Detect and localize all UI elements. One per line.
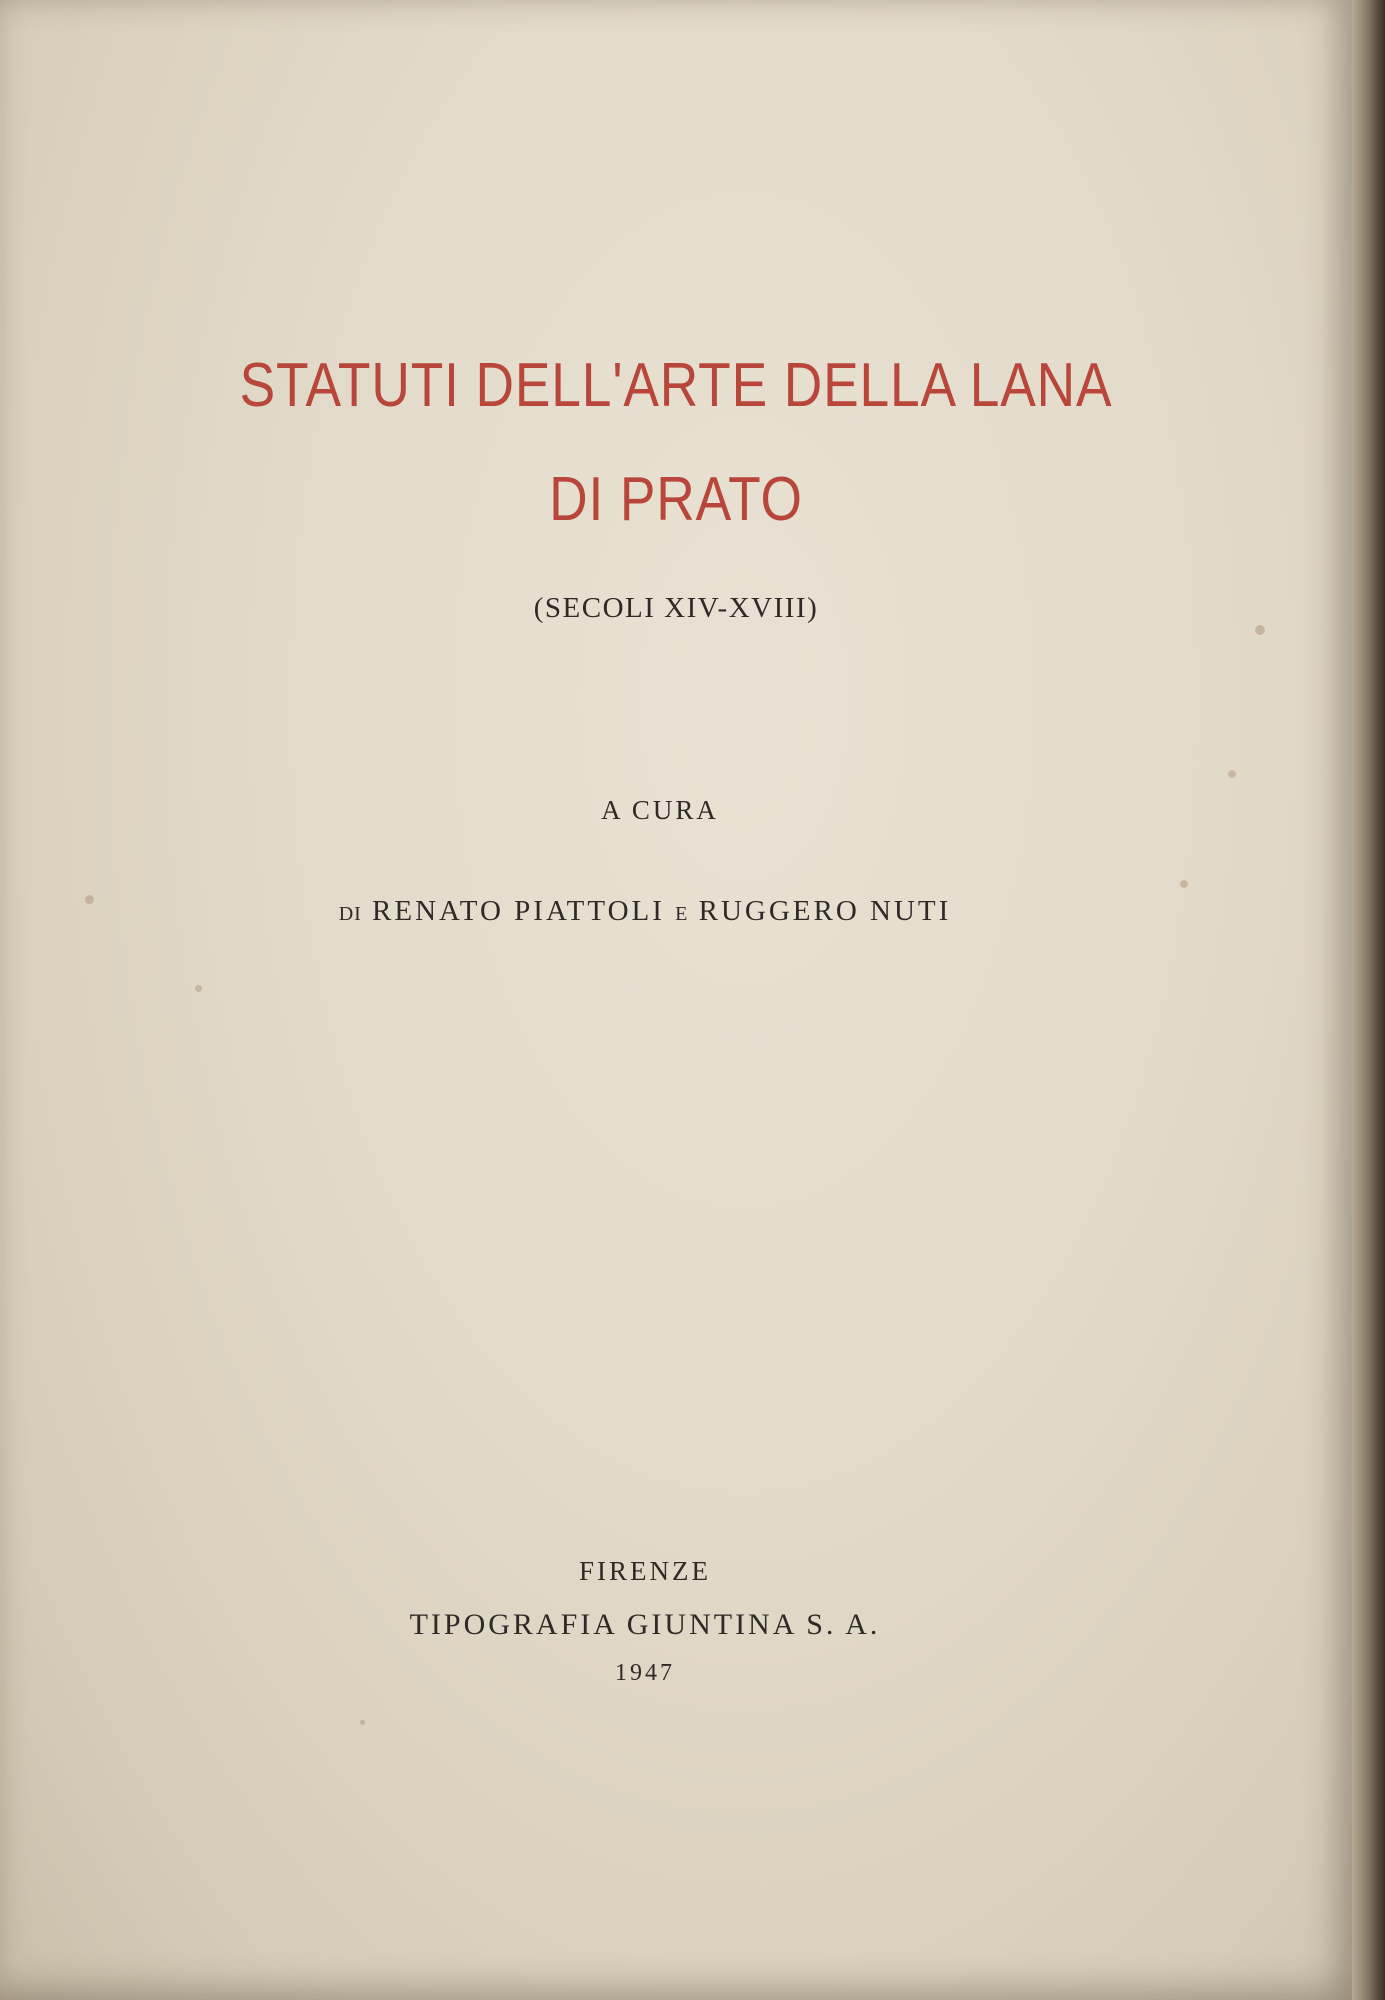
title-line-1: STATUTI DELL'ARTE DELLA LANA xyxy=(239,351,1113,420)
foxing-spot xyxy=(1228,770,1236,778)
subtitle: (SECOLI XIV-XVIII) xyxy=(533,592,819,624)
foxing-spot xyxy=(1255,625,1265,635)
author-1: RENATO PIATTOLI xyxy=(372,895,665,927)
publisher: TIPOGRAFIA GIUNTINA S. A. xyxy=(409,1608,881,1641)
publication-city: FIRENZE xyxy=(579,1556,711,1586)
authors-prefix: DI xyxy=(338,903,362,925)
title-line-2: DI PRATO xyxy=(549,465,803,534)
foxing-spot xyxy=(195,985,202,992)
foxing-spot xyxy=(360,1720,365,1725)
authors-line xyxy=(0,895,1290,928)
publication-year: 1947 xyxy=(615,1660,675,1686)
authors-conjunction: E xyxy=(675,903,689,925)
author-2: RUGGERO NUTI xyxy=(698,895,952,927)
foxing-spot xyxy=(1180,880,1188,888)
book-edge-shadow xyxy=(1352,0,1385,2000)
editor-intro: A CURA xyxy=(601,795,719,825)
